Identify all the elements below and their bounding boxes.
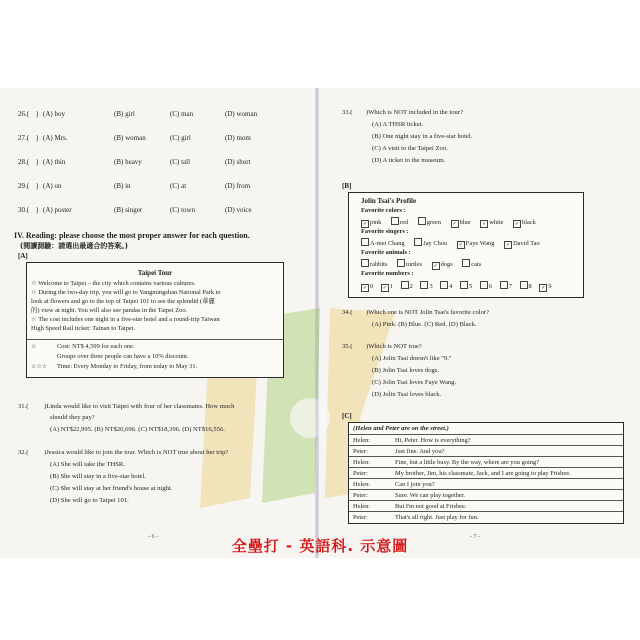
option-label: Faye Wang [465, 240, 495, 247]
passage-label-b: [B] [342, 182, 352, 190]
question-32-option: (D) She will go to Taipei 101. [50, 497, 129, 504]
checkbox-icon[interactable]: ✓ [382, 285, 387, 291]
question-33-stem: )Which is NOT included in the tour? [366, 109, 463, 116]
tour-divider [27, 339, 283, 341]
page-number: - 6 - [148, 534, 158, 540]
option-a: (A) Mrs. [43, 134, 68, 142]
question-33-option: (A) A THSR ticket. [372, 121, 424, 128]
speaker: Helen: [353, 481, 371, 488]
speech: But I'm not good at Frisbee. [395, 503, 467, 510]
checkbox-icon[interactable] [480, 281, 488, 289]
question-32-option: (A) She will take the THSR. [50, 461, 125, 468]
question-number: 26.( [18, 110, 30, 118]
question-35-number[interactable]: 35.( [342, 343, 353, 350]
option-label: green [426, 219, 441, 226]
singers-row [361, 238, 548, 249]
option-label: white [489, 219, 504, 226]
option-label: rabbits [370, 261, 388, 268]
checkbox-icon[interactable] [520, 281, 528, 289]
tour-discount-text: Groups over three people can have a 10% discount. [57, 353, 189, 360]
option-d: (D) short [225, 158, 251, 166]
speaker: Peter: [353, 514, 368, 521]
option-number[interactable] [480, 281, 492, 290]
option-label: 6 [488, 283, 493, 290]
option-b: (B) singer [114, 206, 143, 214]
speaker: Peter: [353, 470, 368, 477]
option-label: 9 [548, 283, 552, 290]
answer-blank[interactable]: ) [36, 158, 39, 166]
question-35-option: (C) Jolin Tsai loves Faye Wang. [372, 379, 457, 386]
question-number: 30.( [18, 206, 30, 214]
checkbox-icon[interactable] [414, 238, 422, 246]
checkbox-icon[interactable]: ✓ [505, 242, 511, 248]
option-label: 2 [409, 283, 413, 290]
option-d: (D) woman [225, 110, 258, 118]
answer-blank[interactable]: ) [36, 182, 39, 190]
star-icon: ☆☆☆ [31, 363, 48, 370]
option-d: (D) mom [225, 134, 251, 142]
answer-blank[interactable]: ) [36, 110, 39, 118]
speaker: Helen: [353, 503, 371, 510]
checkbox-icon[interactable] [361, 238, 369, 246]
section-title: IV. Reading: please choose the most proper answer for each question. [14, 231, 250, 240]
option-red[interactable] [391, 217, 408, 226]
option-number[interactable] [460, 281, 472, 290]
option-d: (D) voice [225, 206, 252, 214]
option-number[interactable] [420, 281, 432, 290]
speech: Can I join you? [395, 481, 435, 488]
option-c: (C) tall [170, 158, 191, 166]
option-animal[interactable] [432, 261, 453, 270]
option-label: 0 [370, 283, 374, 290]
checkbox-icon[interactable] [420, 281, 428, 289]
option-label: blue [459, 219, 471, 226]
tour-line: 的) view at night. You will also see pandas in the Taipei Zoo. [31, 307, 188, 314]
checkbox-icon[interactable]: ✓ [541, 285, 546, 291]
checkbox-icon[interactable]: ✓ [362, 285, 368, 291]
checkbox-icon[interactable]: ✓ [452, 221, 457, 227]
checkbox-icon[interactable] [391, 217, 399, 225]
option-number[interactable] [500, 281, 512, 290]
option-c: (C) girl [170, 134, 191, 142]
tour-cost [31, 343, 135, 351]
question-33-number[interactable]: 33.( [342, 109, 353, 116]
answer-blank[interactable]: ) [36, 206, 39, 214]
animals-row [361, 259, 489, 270]
option-label: black [522, 219, 536, 226]
option-label: Jay Chou [423, 240, 448, 247]
option-number[interactable] [401, 281, 413, 290]
option-label: David Tao [513, 240, 540, 247]
tour-line: ☆ During the two-day trip, you will go to Yangmingshan National Park to [31, 289, 221, 296]
tour-line: High Speed Rail ticket: Tainan to Taipei. [31, 325, 136, 332]
question-33-option: (B) One night stay in a five-star hotel. [372, 133, 473, 140]
section-subtitle: (閱讀測驗：請選出最適合的答案。) [20, 242, 128, 250]
option-singer[interactable] [414, 238, 447, 247]
option-b: (B) heavy [114, 158, 142, 166]
speaker: Peter: [353, 492, 368, 499]
option-green[interactable] [418, 217, 441, 226]
option-b: (B) girl [114, 110, 135, 118]
question-35-option: (B) Jolin Tsai loves dogs. [372, 367, 440, 374]
star-icon: ☆ [31, 343, 37, 350]
profile-title: Jolin Tsai's Profile [361, 197, 417, 205]
numbers-heading: Favorite numbers : [361, 270, 414, 277]
checkbox-icon[interactable] [397, 259, 405, 267]
question-31-stem: )Linda would like to visit Taipei with four of her classmates. How much [44, 403, 235, 410]
page-number: - 7 - [470, 534, 480, 540]
checkbox-icon[interactable]: ✓ [362, 221, 368, 227]
question-31-number[interactable]: 31.( [18, 403, 29, 410]
tour-time-text: Time: Every Monday to Friday, from today to May 31. [57, 363, 198, 370]
question-33-option: (D) A ticket to the museum. [372, 157, 446, 164]
colors-heading: Favorite colors : [361, 207, 406, 214]
question-32-stem: )Jessica would like to join the tour. Which is NOT true about her trip? [44, 449, 229, 456]
question-34-stem: )Which one is NOT Jolin Tsai's favorite color? [366, 309, 489, 316]
checkbox-icon[interactable] [460, 281, 468, 289]
dialog-box [348, 422, 624, 524]
option-a: (A) on [43, 182, 62, 190]
question-number: 27.( [18, 134, 30, 142]
option-label: 1 [389, 283, 394, 290]
speech: Sure. We can play together. [395, 492, 465, 499]
dialog-row [349, 511, 623, 523]
option-label: pink [370, 219, 382, 226]
speech: My brother, Jim, his classmate, Jack, and I are going to play Frisbee. [395, 470, 571, 477]
checkbox-icon[interactable]: ✓ [514, 221, 520, 227]
option-label: turtles [406, 261, 422, 268]
question-32-option: (B) She will stay in a five-star hotel. [50, 473, 146, 480]
checkbox-icon[interactable] [401, 281, 409, 289]
left-page [0, 88, 318, 558]
right-page [320, 88, 640, 558]
numbers-row [361, 281, 558, 292]
question-31-stem-2: should they pay? [50, 414, 95, 421]
option-label: cats [471, 261, 482, 268]
option-pink[interactable] [361, 219, 381, 228]
option-a: (A) boy [43, 110, 65, 118]
question-32-option: (C) She will stay at her friend's house at night. [50, 485, 173, 492]
option-b: (B) in [114, 182, 131, 190]
option-c: (C) at [170, 182, 187, 190]
exam-sheet [0, 88, 640, 558]
tour-cost-text: Cost: NT$ 4,599 for each one. [57, 343, 135, 350]
option-label: dogs [440, 261, 453, 268]
animals-heading: Favorite animals : [361, 249, 411, 256]
question-35-option: (D) Jolin Tsai loves black. [372, 391, 442, 398]
checkbox-icon[interactable] [500, 281, 508, 289]
speaker: Helen: [353, 459, 371, 466]
option-b: (B) woman [114, 134, 146, 142]
singers-heading: Favorite singers : [361, 228, 409, 235]
option-a: (A) poster [43, 206, 72, 214]
option-d: (D) from [225, 182, 251, 190]
option-label: 4 [449, 283, 453, 290]
answer-blank[interactable]: ) [36, 134, 39, 142]
option-number[interactable] [440, 281, 452, 290]
speaker: Helen: [353, 437, 371, 444]
speech: That's all right. Just play for fun. [395, 514, 479, 521]
tour-title: Taipei Tour [137, 269, 173, 277]
option-label: 8 [528, 283, 532, 290]
option-label: red [399, 219, 409, 226]
speech: Hi, Peter. How is everything? [395, 437, 471, 444]
option-number[interactable] [539, 283, 551, 292]
speaker: Peter: [353, 448, 368, 455]
option-number[interactable] [520, 281, 532, 290]
option-black[interactable] [513, 219, 536, 228]
option-c: (C) man [170, 110, 194, 118]
checkbox-icon[interactable]: ✓ [482, 221, 487, 227]
option-white[interactable] [480, 219, 503, 228]
option-number[interactable] [381, 283, 393, 292]
dialog-heading: (Helen and Peter are on the street.) [353, 425, 449, 432]
option-label: 7 [508, 283, 512, 290]
tour-time [31, 363, 198, 371]
checkbox-icon[interactable] [462, 259, 470, 267]
colors-row [361, 217, 544, 228]
tour-line: ☆ The cost includes one night in a five-star hotel and a round-trip Taiwan [31, 316, 220, 323]
question-number: 29.( [18, 182, 30, 190]
question-34-number[interactable]: 34.( [342, 309, 353, 316]
option-animal[interactable] [397, 259, 422, 268]
speech: Just fine. And you? [395, 448, 445, 455]
question-35-option: (A) Jolin Tsai doesn't like "9." [372, 355, 452, 362]
option-singer[interactable] [361, 238, 405, 247]
passage-label-c: [C] [342, 412, 352, 420]
option-blue[interactable] [451, 219, 471, 228]
question-35-stem: )Which is NOT true? [366, 343, 422, 350]
option-animal[interactable] [462, 259, 481, 268]
option-label: 3 [429, 283, 433, 290]
option-singer[interactable] [457, 240, 495, 249]
tour-line: look at flowers and go to the top of Taipei 101 to see the splendid (華麗 [31, 298, 215, 305]
option-label: 5 [469, 283, 473, 290]
option-singer[interactable] [504, 240, 540, 249]
checkbox-icon[interactable]: ✓ [458, 242, 463, 248]
question-34-options: (A) Pink. (B) Blue. (C) Red. (D) Black. [372, 321, 477, 328]
question-31-options: (A) NT$22,995. (B) NT$20,696. (C) NT$18,396. (D) NT$16,556. [50, 426, 225, 433]
checkbox-icon[interactable] [440, 281, 448, 289]
checkbox-icon[interactable]: ✓ [433, 263, 438, 269]
footer-caption: 全壘打 - 英語科. 示意圖 [231, 537, 409, 555]
option-number[interactable] [361, 283, 373, 292]
option-animal[interactable] [361, 259, 387, 268]
checkbox-icon[interactable] [361, 259, 369, 267]
option-c: (C) town [170, 206, 196, 214]
profile-box [348, 192, 584, 298]
tour-box [26, 262, 284, 378]
option-a: (A) thin [43, 158, 66, 166]
checkbox-icon[interactable] [418, 217, 426, 225]
speech: Fine, but a little busy. By the way, where are you going? [395, 459, 539, 466]
question-32-number[interactable]: 32.( [18, 449, 29, 456]
passage-label-a: [A] [18, 252, 28, 260]
question-33-option: (C) A visit to the Taipei Zoo. [372, 145, 448, 152]
question-number: 28.( [18, 158, 30, 166]
tour-line: ☆ Welcome to Taipei – the city which contains various cultures. [31, 280, 196, 287]
option-label: A-mei Chang [370, 240, 405, 247]
